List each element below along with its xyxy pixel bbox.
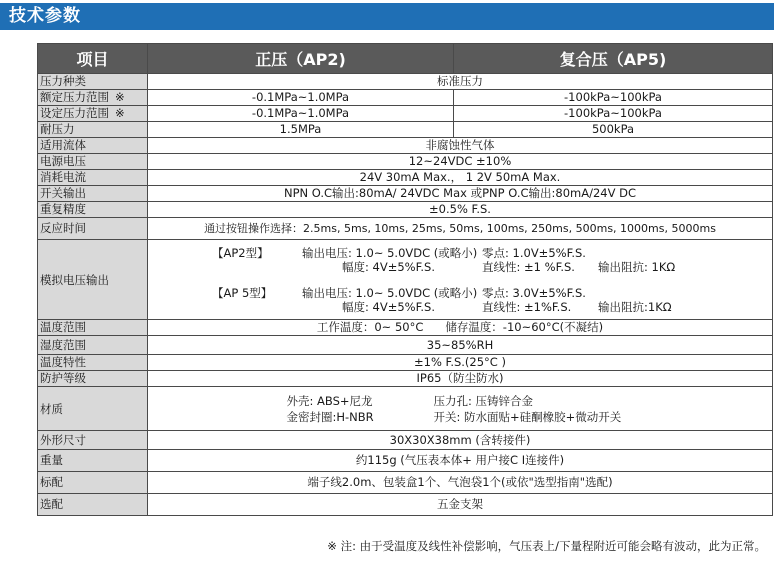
row-protection bbox=[38, 371, 773, 387]
row-temp-range bbox=[38, 320, 773, 336]
ap2-zero: 零点: 1.0V±5%F.S. bbox=[482, 245, 586, 260]
analog-output-grid bbox=[212, 246, 708, 314]
ap5-amplitude: 幅度: 4V±5%F.S. bbox=[342, 299, 435, 314]
row-dimensions bbox=[38, 431, 773, 450]
row-value: 非腐蚀性气体 bbox=[148, 138, 773, 154]
row-value: 24V 30mA Max.， 1 2V 50mA Max. bbox=[148, 170, 773, 186]
ap5-linearity: 直线性: ±1%F.S. bbox=[482, 299, 572, 314]
row-value: 30X30X38mm (含转接件) bbox=[148, 431, 773, 450]
ap5-voltage: 输出电压: 1.0~ 5.0VDC (或略小) bbox=[302, 285, 478, 300]
row-label: 外形尺寸 bbox=[38, 431, 148, 450]
section-title-background bbox=[0, 3, 774, 30]
row-value: IP65（防尘防水) bbox=[148, 371, 773, 387]
ap2-impedance: 输出阻抗: 1KΩ bbox=[598, 259, 676, 274]
analog-output-block bbox=[148, 240, 773, 320]
row-current bbox=[38, 170, 773, 186]
row-label: 电源电压 bbox=[38, 154, 148, 170]
note-mark: ※ bbox=[115, 106, 125, 120]
row-switch-output bbox=[38, 186, 773, 202]
row-label-text: 设定压力范围 bbox=[40, 106, 109, 120]
header-item: 项目 bbox=[38, 44, 148, 74]
row-label bbox=[38, 106, 148, 122]
spec-table bbox=[37, 43, 773, 516]
ap2-amplitude: 幅度: 4V±5%F.S. bbox=[342, 259, 435, 274]
ap5-impedance: 输出阻抗:1KΩ bbox=[598, 299, 672, 314]
row-label: 温度特性 bbox=[38, 355, 148, 371]
ap2-value: 1.5MPa bbox=[148, 122, 454, 138]
row-value: 工作温度：0~ 50°C 储存温度：-10~60°C(不凝结) bbox=[148, 320, 773, 336]
row-value: 12~24VDC ±10% bbox=[148, 154, 773, 170]
row-set-range bbox=[38, 106, 773, 122]
row-rated-range bbox=[38, 90, 773, 106]
row-value: ±1% F.S.(25°C ) bbox=[148, 355, 773, 371]
material-switch: 开关: 防水面贴+硅酮橡胶+微动开关 bbox=[433, 409, 622, 424]
row-label: 耐压力 bbox=[38, 122, 148, 138]
row-analog-output bbox=[38, 240, 773, 320]
row-value: 约115g (气压表本体+ 用户接C I连接件) bbox=[148, 450, 773, 472]
row-value: NPN O.C输出:80mA/ 24VDC Max 或PNP O.C输出:80mA/24V DC bbox=[148, 186, 773, 202]
row-label: 防护等级 bbox=[38, 371, 148, 387]
row-label: 开关输出 bbox=[38, 186, 148, 202]
row-label: 选配 bbox=[38, 494, 148, 516]
row-value: ±0.5% F.S. bbox=[148, 202, 773, 218]
row-proof-pressure bbox=[38, 122, 773, 138]
ap2-value: -0.1MPa~1.0MPa bbox=[148, 106, 454, 122]
footnote: ※ 注: 由于受温度及线性补偿影响，气压表上/下量程附近可能会略有波动，此为正常。 bbox=[327, 539, 766, 553]
note-mark: ※ bbox=[115, 90, 125, 104]
row-optional bbox=[38, 494, 773, 516]
ap2-type: 【AP2型】 bbox=[212, 245, 269, 260]
row-label: 消耗电流 bbox=[38, 170, 148, 186]
row-weight bbox=[38, 450, 773, 472]
row-label: 适用流体 bbox=[38, 138, 148, 154]
row-label: 压力种类 bbox=[38, 74, 148, 90]
row-repeatability bbox=[38, 202, 773, 218]
row-value: 通过按钮操作选择：2.5ms, 5ms, 10ms, 25ms, 50ms, 100ms, 250ms, 500ms, 1000ms, 5000ms bbox=[148, 218, 773, 240]
section-title: 技术参数 bbox=[9, 6, 81, 26]
row-label: 湿度范围 bbox=[38, 336, 148, 355]
row-label: 温度范围 bbox=[38, 320, 148, 336]
material-grid bbox=[287, 394, 634, 424]
row-response-time bbox=[38, 218, 773, 240]
row-label: 反应时间 bbox=[38, 218, 148, 240]
ap5-value: -100kPa~100kPa bbox=[454, 90, 773, 106]
material-port: 压力孔: 压铸锌合金 bbox=[433, 393, 534, 408]
row-pressure-type bbox=[38, 74, 773, 90]
row-label: 重复精度 bbox=[38, 202, 148, 218]
row-fluid bbox=[38, 138, 773, 154]
ap5-type: 【AP 5型】 bbox=[212, 285, 273, 300]
row-value: 35~85%RH bbox=[148, 336, 773, 355]
header-ap2: 正压（AP2) bbox=[148, 44, 454, 74]
row-label: 重量 bbox=[38, 450, 148, 472]
row-temp-characteristic bbox=[38, 355, 773, 371]
row-value: 五金支架 bbox=[148, 494, 773, 516]
row-label: 模拟电压输出 bbox=[38, 240, 148, 320]
ap5-zero: 零点: 3.0V±5%F.S. bbox=[482, 285, 586, 300]
material-housing: 外壳: ABS+尼龙 bbox=[286, 393, 373, 408]
row-value: 端子线2.0m、包装盒1个、气泡袋1个(或依"选型指南"选配) bbox=[148, 472, 773, 494]
ap5-value: -100kPa~100kPa bbox=[454, 106, 773, 122]
header-row bbox=[38, 44, 773, 74]
material-block bbox=[148, 387, 773, 431]
ap2-value: -0.1MPa~1.0MPa bbox=[148, 90, 454, 106]
row-supply-voltage bbox=[38, 154, 773, 170]
row-label: 材质 bbox=[38, 387, 148, 431]
ap2-linearity: 直线性: ±1 %F.S. bbox=[482, 259, 575, 274]
ap5-value: 500kPa bbox=[454, 122, 773, 138]
row-standard bbox=[38, 472, 773, 494]
material-seal: 金密封圈:H-NBR bbox=[286, 409, 374, 424]
row-label-text: 额定压力范围 bbox=[40, 90, 109, 104]
row-value: 标准压力 bbox=[148, 74, 773, 90]
header-ap5: 复合压（AP5) bbox=[454, 44, 773, 74]
row-label: 标配 bbox=[38, 472, 148, 494]
section-title-bar bbox=[0, 0, 774, 34]
row-humidity-range bbox=[38, 336, 773, 355]
ap2-voltage: 输出电压: 1.0~ 5.0VDC (或略小) bbox=[302, 245, 478, 260]
row-label bbox=[38, 90, 148, 106]
row-material bbox=[38, 387, 773, 431]
